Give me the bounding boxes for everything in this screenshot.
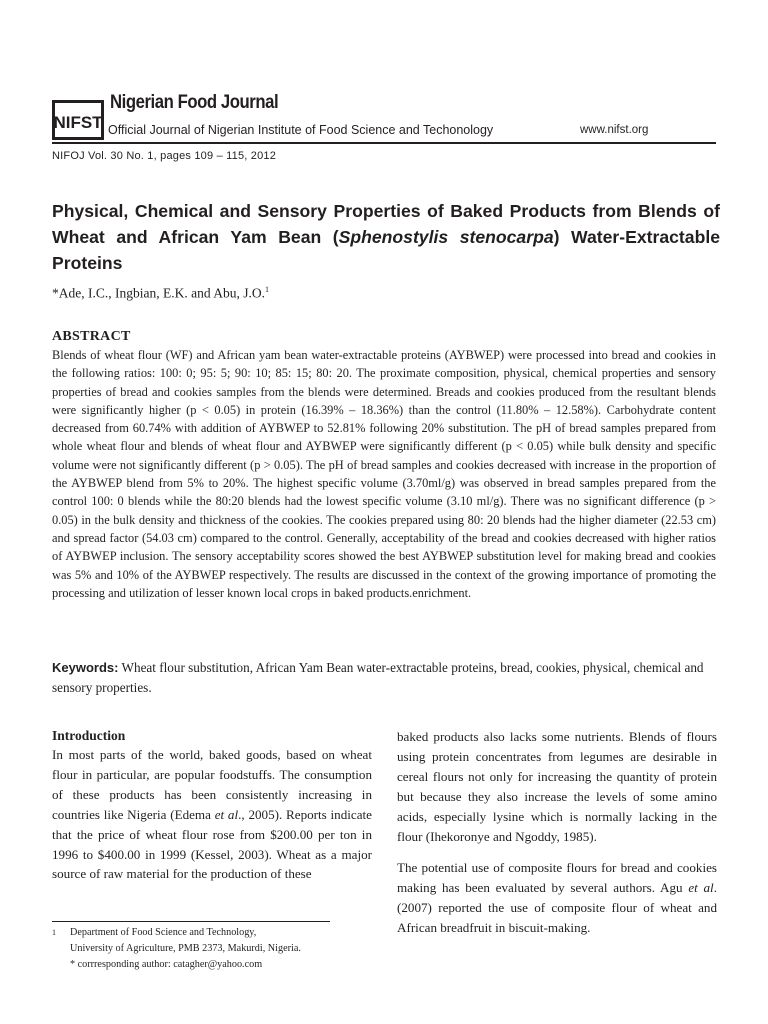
intro-heading: Introduction xyxy=(52,728,126,743)
footnote-divider xyxy=(52,921,330,922)
footnote-corresponding-author: * corrresponding author: catagher@yahoo.com xyxy=(70,959,263,970)
nifst-logo xyxy=(52,94,104,146)
footnote-department: Department of Food Science and Technology, xyxy=(70,927,257,938)
footnote xyxy=(52,925,301,973)
intro-paragraph-continued: baked products also lacks some nutrients. Blends of flours using protein concentrates from legumes are desirable in cereal flours not only for increasing the quantity of protein but because they also increase the levels of some amino acids, especially lysine which is normally lacking in the flour (Ihekoronye and Ngoddy, 1985). xyxy=(397,729,717,844)
keywords-text: Wheat flour substitution, African Yam Bean water-extractable proteins, bread, cookies, physical, chemical and sensory properties. xyxy=(52,660,704,695)
title-part-2: ) Water-Extractable Proteins xyxy=(52,227,720,273)
keywords-label: Keywords: xyxy=(52,660,119,675)
title-species: Sphenostylis stenocarpa xyxy=(338,227,554,247)
article-title xyxy=(52,198,720,276)
citation-line: NIFOJ Vol. 30 No. 1, pages 109 – 115, 2012 xyxy=(52,150,277,162)
intro-left-column xyxy=(52,727,372,884)
footnote-address: University of Agriculture, PMB 2373, Makurdi, Nigeria. xyxy=(70,943,301,954)
footnote-number: 1 xyxy=(52,928,56,937)
header-divider xyxy=(52,142,716,144)
abstract-heading: ABSTRACT xyxy=(52,329,131,344)
logo-text: NIFST xyxy=(53,113,103,132)
journal-url[interactable]: www.nifst.org xyxy=(580,124,649,136)
journal-subtitle: Official Journal of Nigerian Institute of Food Science and Techonology xyxy=(108,123,494,137)
author-list xyxy=(52,285,269,302)
keywords xyxy=(52,658,716,698)
journal-name: Nigerian Food Journal xyxy=(110,92,279,113)
title-part-1: Physical, Chemical and Sensory Properties of Baked Products from Blends of Wheat and African Yam Bean ( xyxy=(52,201,720,247)
intro-paragraph-2: The potential use of composite flours for bread and cookies making has been evaluated by several authors. Agu et al. (2007) reported the use of composite flour of wheat and African breadfruit in biscuit-making. xyxy=(397,860,717,936)
author-names: *Ade, I.C., Ingbian, E.K. and Abu, J.O. xyxy=(52,285,265,301)
author-affiliation-marker: 1 xyxy=(264,285,269,294)
intro-right-column xyxy=(397,727,717,938)
intro-paragraph-1: In most parts of the world, baked goods, based on wheat flour in particular, are popular foodstuffs. The consumption of these products has been consistently increasing in countries like Nigeria (Edema et al., 2005). Reports indicate that the price of wheat flour rose from $200.00 per ton in 1996 to $400.00 in 1999 (Kessel, 2003). Wheat as a major source of raw material for the production of these xyxy=(52,747,372,882)
abstract-text: Blends of wheat flour (WF) and African yam bean water-extractable proteins (AYBWEP) were processed into bread and cookies in the following ratios: 100: 0; 95: 5; 90: 10; 85: 15; 80: 20. The proximate composition, physical, chemical properties and sensory properties of bread and cookies samples from the blends were determined. Breads and cookies produced from the resultant blends were significantly higher (p < 0.05) in protein (16.39% – 18.36%) than the control (11.80% – 12.58%). Carbohydrate content decreased from 60.74% with addition of AYBWEP to 52.81% following 20% substitution. The pH of bread samples prepared from whole wheat flour and blends of wheat flour and AYBWEP were significantly different (p < 0.05) while bulk density and specific volume were not significantly different (p > 0.05). The pH of bread samples and cookies decreased with increase in the proportion of the AYBWEP blend from 5% to 20%. The highest specific volume (3.70ml/g) was observed in bread samples prepared from the control 100: 0 blends while the 80:20 blends had the lowest specific volume (3.10 ml/g). There was no significant difference (p > 0.05) in the bulk density and thickness of the cookies. The cookies prepared using 80: 20 blends had the higher diameter (22.53 cm) and spread factor (54.03 cm) compared to the control. Generally, acceptability of the bread and cookies decreased with higher ratios of AYBWEP inclusion. The sensory acceptability scores showed the best AYBWEP substitution level for making bread and cookies was 5% and 10% of the AYBWEP respectively. The results are discussed in the context of the growing importance of promoting the processing and utilization of lesser known local crops in baked products.enrichment. xyxy=(52,348,716,600)
